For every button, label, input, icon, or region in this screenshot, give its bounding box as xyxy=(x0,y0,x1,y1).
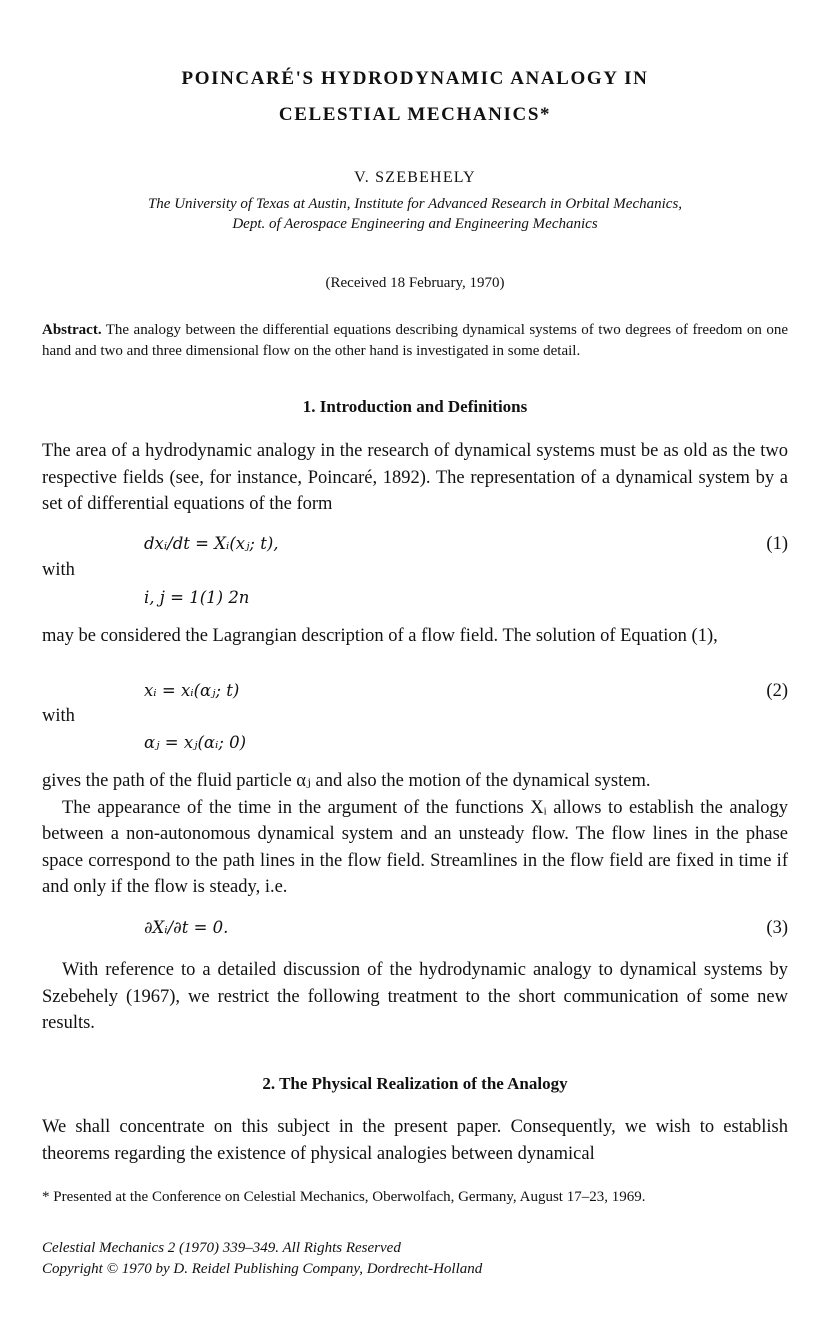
equation-1-indices: i, j = 1(1) 2n xyxy=(144,588,250,607)
affiliation-line-1: The University of Texas at Austin, Institute for Advanced Research in Orbital Mechanics, xyxy=(147,196,683,212)
paper-title-line-2: CELESTIAL MECHANICS* xyxy=(278,104,552,125)
paragraph-3-body: The appearance of the time in the argument of the functions Xᵢ allows to establish the analogy between a non-autonomous dynamical system and an unsteady flow. The flow lines in the phase space correspond to the path lines in the flow field. Streamlines in the flow field are fixed in time if and only if the flow is steady, i.e. xyxy=(42,797,788,897)
section-1-heading: 1. Introduction and Definitions xyxy=(302,397,528,416)
author: V. SZEBEHELY xyxy=(354,169,476,186)
abstract xyxy=(42,320,788,361)
paragraph-3-line-1: gives the path of the fluid particle αⱼ and also the motion of the dynamical system. xyxy=(42,771,651,791)
paragraph-3 xyxy=(42,768,788,901)
equation-3-number: (3) xyxy=(766,918,788,938)
affiliation-line-2: Dept. of Aerospace Engineering and Engineering Mechanics xyxy=(232,216,598,232)
paragraph-2: may be considered the Lagrangian description of a flow field. The solution of Equation (1), xyxy=(42,626,718,646)
paragraph-1: The area of a hydrodynamic analogy in the research of dynamical systems must be as old as the two respective fields (see, for instance, Poincaré, 1892). The representation of a dynamical system by a set of differential equations of the form xyxy=(42,441,788,514)
with-label-1: with xyxy=(42,560,75,580)
equation-1-number: (1) xyxy=(766,534,788,554)
section-2-heading: 2. The Physical Realization of the Analogy xyxy=(262,1074,568,1093)
with-label-2: with xyxy=(42,706,75,726)
equation-2-number: (2) xyxy=(766,681,788,701)
paper-title-line-1: POINCARÉ'S HYDRODYNAMIC ANALOGY IN xyxy=(181,68,649,89)
abstract-label: Abstract. xyxy=(42,322,102,338)
equation-2-initial: αⱼ = xⱼ(αᵢ; 0) xyxy=(144,733,247,752)
footnote: * Presented at the Conference on Celestial Mechanics, Oberwolfach, Germany, August 17–23, 1969. xyxy=(42,1189,646,1205)
equation-3: ∂Xᵢ/∂t = 0. xyxy=(144,918,229,937)
copyright-line: Copyright © 1970 by D. Reidel Publishing Company, Dordrecht-Holland xyxy=(42,1261,483,1277)
equation-2: xᵢ = xᵢ(αⱼ; t) xyxy=(144,681,240,700)
paragraph-4: With reference to a detailed discussion of the hydrodynamic analogy to dynamical systems by Szebehely (1967), we restrict the following treatment to the short communication of some new results. xyxy=(42,960,788,1033)
received-date: (Received 18 February, 1970) xyxy=(325,275,505,291)
paper-page xyxy=(42,0,788,1320)
journal-citation: Celestial Mechanics 2 (1970) 339–349. All Rights Reserved xyxy=(42,1240,401,1256)
equation-1: dxᵢ/dt = Xᵢ(xⱼ; t), xyxy=(144,534,279,553)
paragraph-5: We shall concentrate on this subject in the present paper. Consequently, we wish to establish theorems regarding the existence of physical analogies between dynamical xyxy=(42,1117,788,1164)
abstract-text: The analogy between the differential equations describing dynamical systems of two degrees of freedom on one hand and two and three dimensional flow on the other hand is investigated in some detail. xyxy=(42,322,788,359)
